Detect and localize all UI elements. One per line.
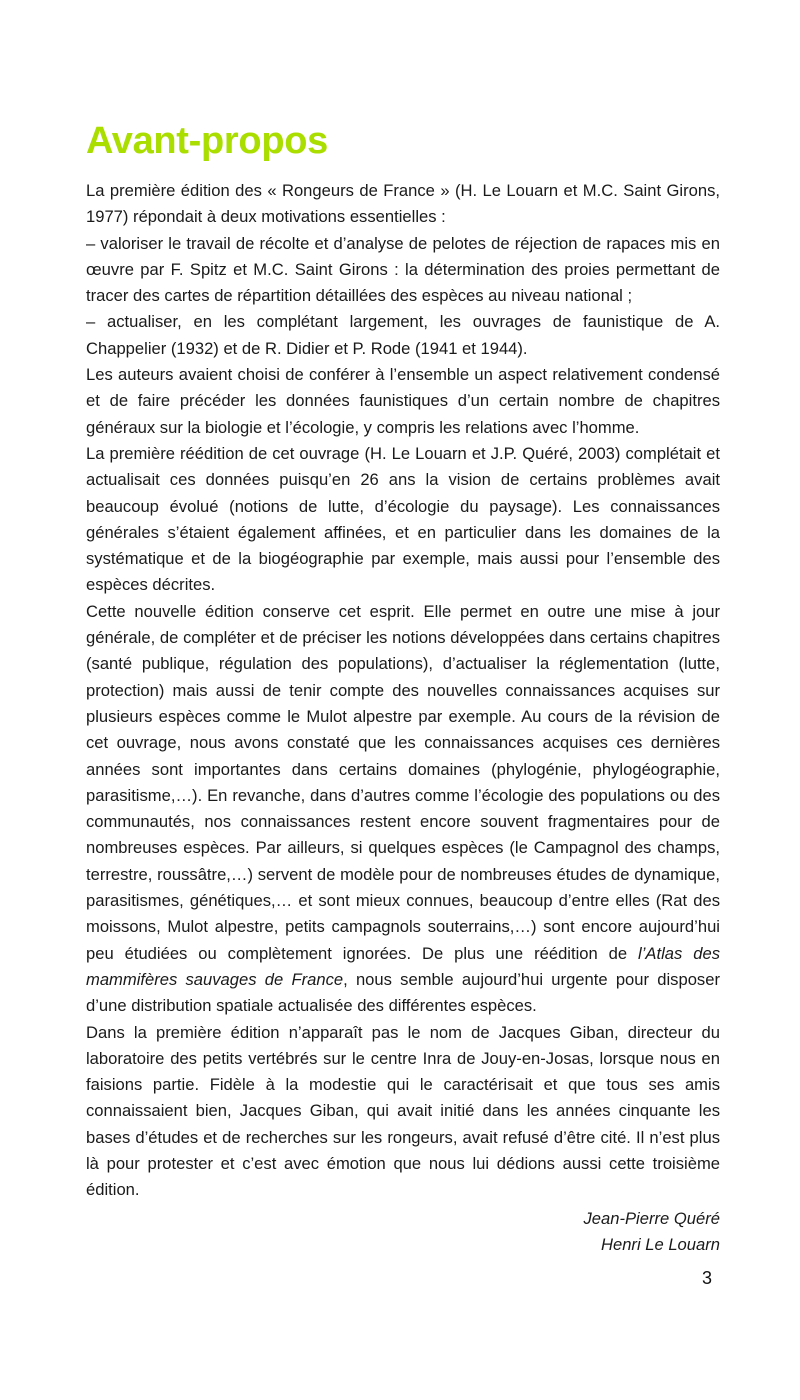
page-title: Avant-propos [86,120,328,162]
paragraph-motivation-2: – actualiser, en les complétant largement, les ouvrages de faunistique de A. Chappelier (1932) et de R. Didier et P. Rode (1941 et 1944). [86,312,720,358]
signature-author-1: Jean-Pierre Quéré [583,1208,720,1228]
page-content [86,118,720,1258]
paragraph-motivation-1: – valoriser le travail de récolte et d’analyse de pelotes de réjection de rapaces mis en œuvre par F. Spitz et M.C. Saint Girons : la détermination des proies permettant de tracer des cartes de répartition détaillées des espèces au niveau national ; [86,233,720,306]
paragraph-intro: La première édition des « Rongeurs de France » (H. Le Louarn et M.C. Saint Girons, 1977) répondait à deux motivations essentielles : [86,181,720,227]
paragraph-new-edition [86,599,720,1020]
paragraph-new-edition-text: Cette nouvelle édition conserve cet esprit. Elle permet en outre une mise à jour générale, de compléter et de préciser les notions développées dans certains chapitres (santé publique, régulation des populations), d’actualiser la réglementation (lutte, protection) mais aussi de tenir compte des nouvelles connaissances acquises sur plusieurs espèces comme le Mulot alpestre par exemple. Au cours de la révision de cet ouvrage, nous avons constaté que les connaissances acquises ces dernières années sont importantes dans certains domaines (phylogénie, phylogéographie, parasitisme,…). En revanche, dans d’autres comme l’écologie des populations ou des communautés, nos connaissances restent encore souvent fragmentaires pour de nombreuses espèces. Par ailleurs, si quelques espèces (le Campagnol des champs, terrestre, roussâtre,…) servent de modèle pour de nombreuses études de dynamique, parasitismes, génétiques,… et sont mieux connues, beaucoup d’entre elles (Rat des moissons, Mulot alpestre, petits campagnols souterrains,…) sont encore aujourd’hui peu étudiées ou complètement ignorées. De plus une réédition de [86,601,720,963]
signature-block [86,1206,720,1259]
paragraph-dedication: Dans la première édition n’apparaît pas le nom de Jacques Giban, directeur du laboratoire des petits vertébrés sur le centre Inra de Jouy-en-Josas, lorsque nous en faisions partie. Fidèle à la modestie qui le caractérisait et que tous ses amis connaissaient bien, Jacques Giban, qui avait initié dans les années cinquante les bases d’études et de recherches sur les rongeurs, avait refusé d’être cité. Il n’est plus là pour protester et c’est avec émotion que nous lui dédions aussi cette troisième édition. [86,1022,720,1200]
page-number: 3 [702,1268,713,1288]
atlas-title-citation: l’Atlas des mammifères sauvages de France [86,943,720,989]
foreword-body [86,178,720,1204]
paragraph-first-reedition: La première réédition de cet ouvrage (H. Le Louarn et J.P. Quéré, 2003) complétait et actualisait ces données puisqu’en 26 ans la vision de certains problèmes avait beaucoup évolué (notions de lutte, d’écologie du paysage). Les connaissances générales s’étaient également affinées, et en particulier dans les domaines de la systématique et de la biogéographie par exemple, mais aussi pour l’ensemble des espèces décrites. [86,443,720,595]
paragraph-new-edition-text-end: , nous semble aujourd’hui urgente pour disposer d’une distribution spatiale actualisée des différentes espèces. [86,969,720,1016]
signature-author-2: Henri Le Louarn [600,1234,720,1254]
paragraph-authors-choice: Les auteurs avaient choisi de conférer à l’ensemble un aspect relativement condensé et de faire précéder les données faunistiques d’un certain nombre de chapitres généraux sur la biologie et l’écologie, y compris les relations avec l’homme. [86,365,720,437]
